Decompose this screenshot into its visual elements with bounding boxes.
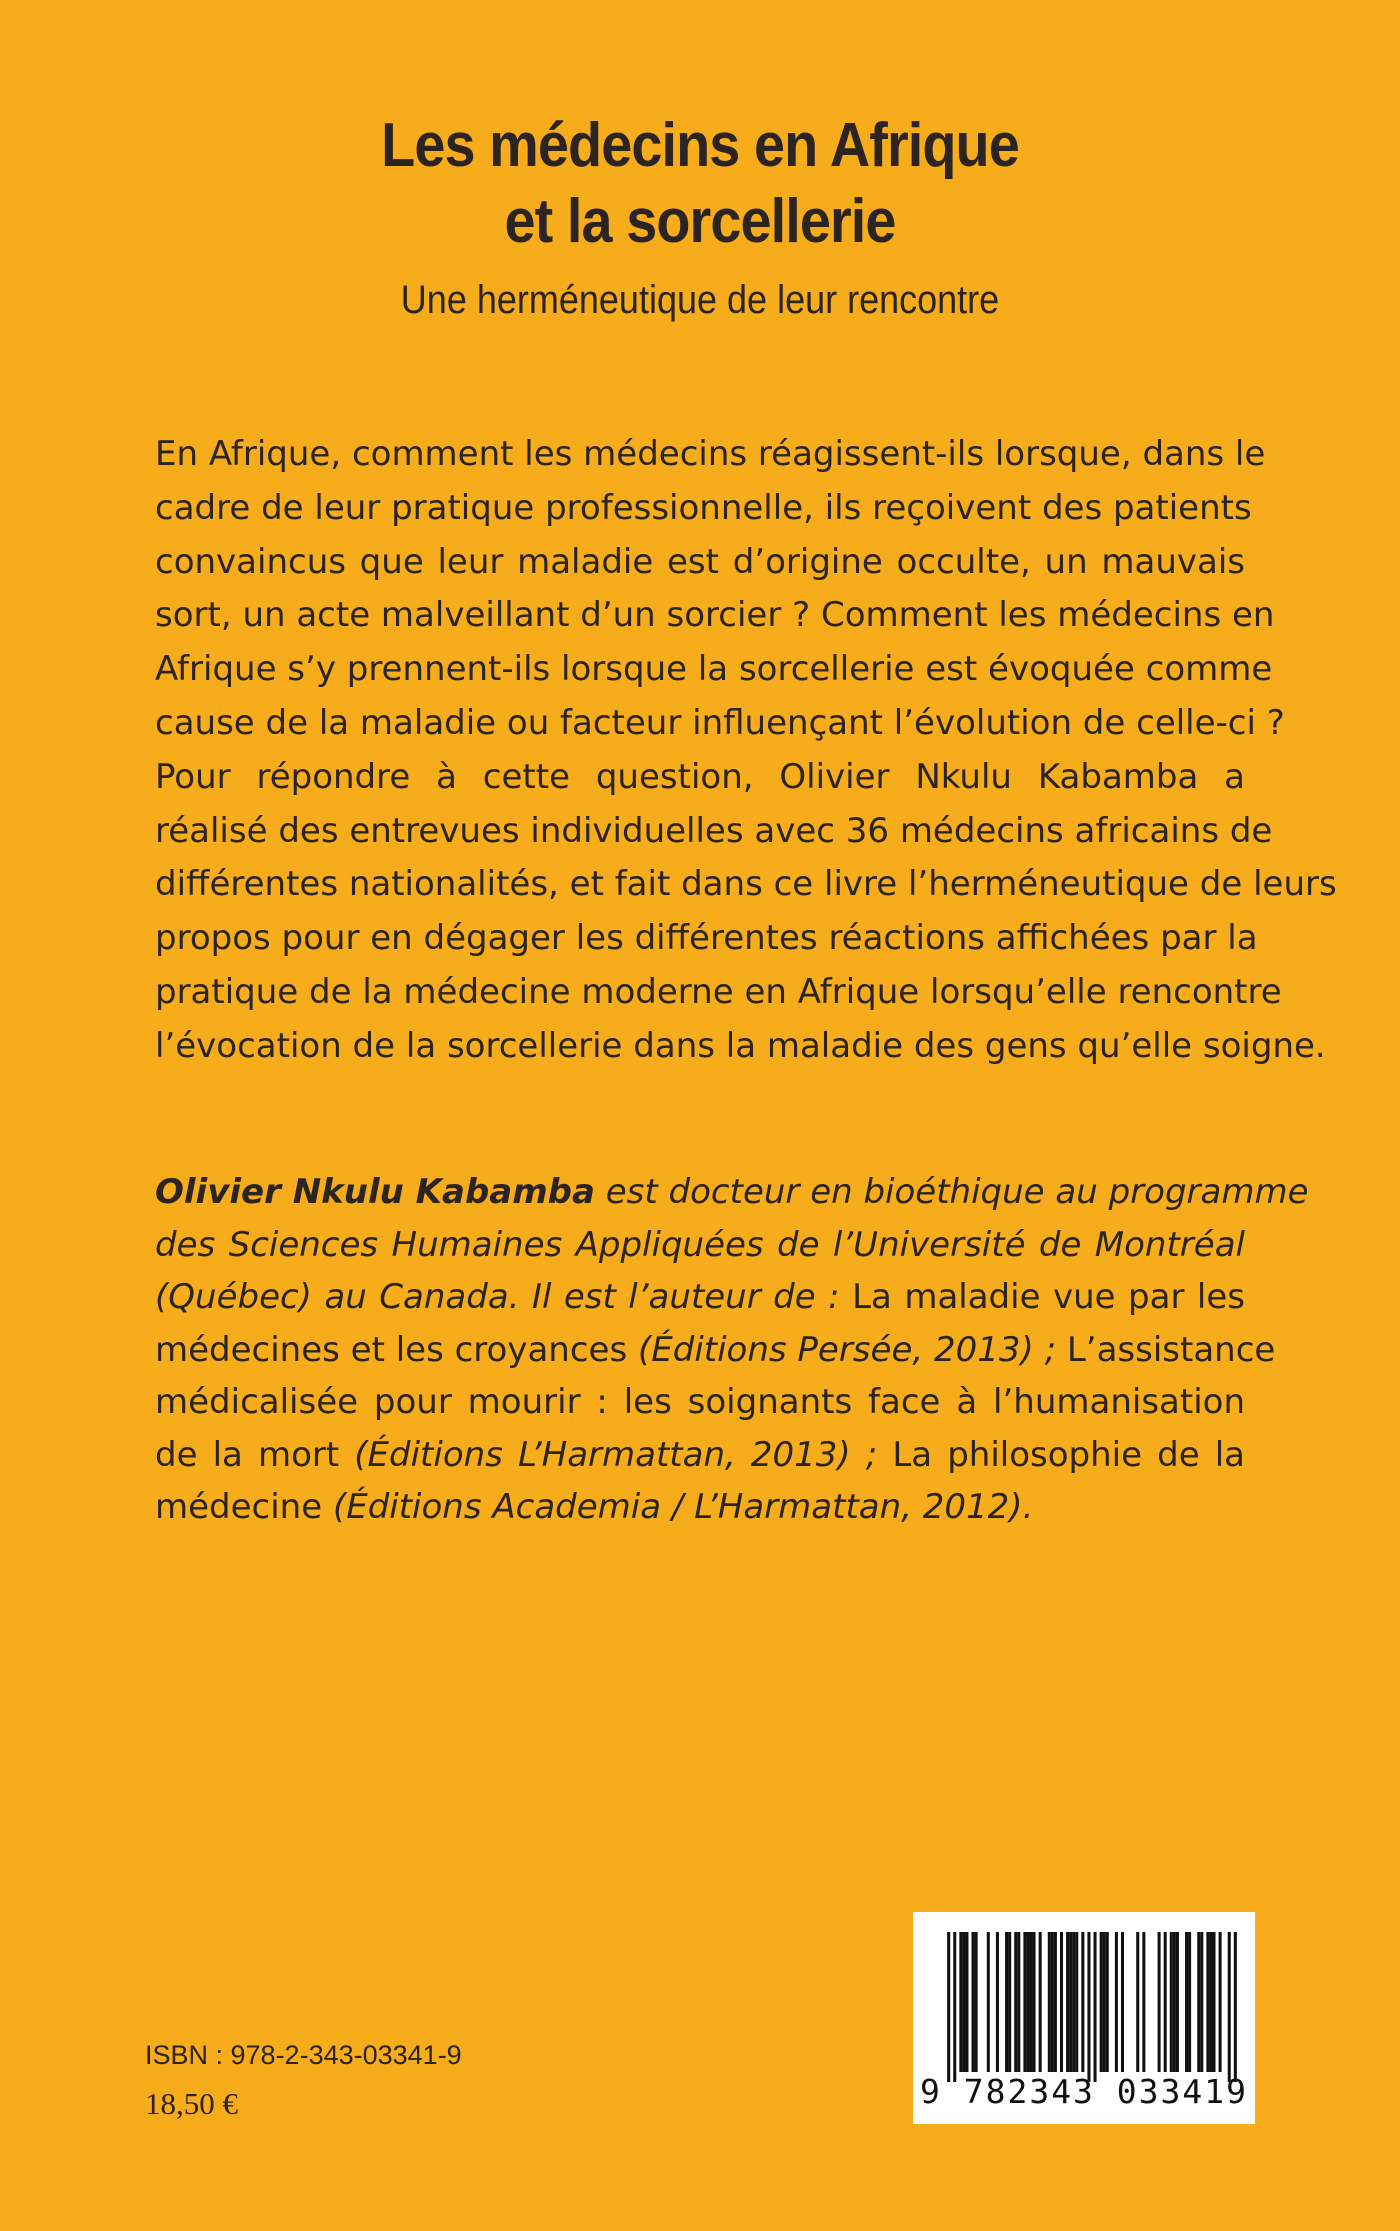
barcode-bar [1014,1932,1017,2072]
bio-line-2: des Sciences Humaines Appliquées de l’Université de Montréal [155,1224,1245,1265]
book-subtitle: Une herméneutique de leur rencontre [400,278,1000,322]
barcode-bar [1228,1932,1231,2082]
book-reference: médecine [155,1487,333,1527]
barcode-bar [1234,1932,1237,2082]
barcode-bar [1069,1932,1072,2072]
book-reference: La philosophie de la [877,1434,1245,1475]
price-label: 18,50 € [145,2086,238,2121]
barcode-bar [1197,1932,1200,2072]
publisher-reference: (Éditions Academia / L’Harmattan, 2012). [332,1487,1034,1527]
author-name: Olivier Nkulu Kabamba [155,1172,595,1212]
summary-line: Afrique s’y prennent-ils lorsque la sorcellerie est évoquée comme [155,649,1273,690]
summary-line: convaincus que leur maladie est d’origine occulte, un mauvais [155,541,1245,582]
barcode-bar [959,1932,962,2072]
barcode-bar [1173,1932,1176,2072]
barcode-bar [1106,1932,1109,2072]
summary-line: pratique de la médecine moderne en Afrique lorsqu’elle rencontre [155,971,1282,1012]
barcode-bar [1029,1932,1032,2072]
barcode-bar [1023,1932,1026,2072]
barcode-bar [1039,1932,1042,2072]
summary-line: l’évocation de la sorcellerie dans la maladie des gens qu’elle soigne. [155,1025,1326,1066]
barcode-bar [972,1932,975,2072]
barcode-bar [1100,1932,1103,2072]
summary-line: propos pour en dégager les différentes réactions affichées par la [155,918,1258,959]
barcode-bar [1176,1932,1179,2072]
summary-line: Pour répondre à cette question, Olivier Nkulu Kabamba a [155,756,1245,797]
isbn-label: ISBN : 978-2-343-03341-9 [145,2040,462,2070]
bio-line-4 [155,1324,1276,1377]
barcode-bar [1075,1932,1078,2072]
barcode-bar [996,1932,999,2072]
barcode-bar [1048,1932,1051,2072]
book-title-line-1: Les médecins en Afrique [381,111,1019,180]
book-reference: La maladie vue par les [852,1277,1245,1317]
barcode-bar [1206,1932,1209,2072]
barcode-bar [1087,1932,1090,2082]
book-reference: médecines et les croyances [155,1329,638,1370]
barcode-digits: 9 782343 033419 [919,2072,1248,2111]
barcode-bar [1033,1932,1036,2072]
barcode-bar [953,1932,956,2082]
bio-line-5: médicalisée pour mourir : les soignants face à l’humanisation [155,1382,1245,1422]
barcode-bar [1094,1932,1097,2082]
barcode-bar [1170,1932,1173,2072]
barcode-bar [1072,1932,1075,2072]
book-reference: L’assistance [1056,1329,1276,1370]
book-title-line-2: et la sorcellerie [504,187,896,256]
summary-line: réalisé des entrevues individuelles avec 36 médecins africains de [155,810,1273,851]
bio-line-7 [155,1481,1245,1534]
barcode-bar [987,1932,990,2072]
barcode-bar [1054,1932,1057,2072]
barcode-bar [1209,1932,1212,2072]
book-reference: de la mort [155,1434,355,1475]
summary-line: En Afrique, comment les médecins réagissent-ils lorsque, dans le [155,434,1266,474]
summary-line: cadre de leur pratique professionnelle, ils reçoivent des patients [155,487,1252,528]
summary-line: différentes nationalités, et fait dans ce livre l’herméneutique de leurs [155,864,1337,905]
author-bio [155,1166,1309,1534]
barcode-bar [1017,1932,1020,2072]
barcode-bar [1212,1932,1215,2072]
bio-text: est docteur en bioéthique au programme [594,1172,1309,1212]
publisher-reference: (Éditions L’Harmattan, 2013) ; [354,1434,878,1475]
barcode-bar [1115,1932,1118,2072]
barcode-bar [1060,1932,1063,2072]
summary-line: sort, un acte malveillant d’un sorcier ? Comment les médecins en [155,595,1275,636]
barcode-bar [1008,1932,1011,2072]
barcode-bar [1188,1932,1191,2072]
bio-line-1 [155,1166,1309,1219]
barcode-bar [1219,1932,1222,2072]
barcode-bar [947,1932,950,2082]
barcode-bar [1136,1932,1139,2072]
publisher-reference: (Éditions Persée, 2013) ; [637,1329,1057,1370]
barcode-bar [1051,1932,1054,2072]
barcode-bar [1081,1932,1084,2072]
barcode-bar [962,1932,965,2072]
title-block [0,108,1400,326]
barcode-bar [1185,1932,1188,2072]
barcode-bar [1164,1932,1167,2072]
barcode-bar [1200,1932,1203,2072]
barcode [913,1912,1255,2124]
barcode-bar [1121,1932,1124,2072]
barcode-bar [1158,1932,1161,2072]
bio-line-6 [155,1429,1245,1482]
barcode-bar [1103,1932,1106,2072]
summary-paragraph [155,428,1337,1074]
barcode-bar [1142,1932,1145,2072]
barcode-bar [1066,1932,1069,2072]
summary-line: cause de la maladie ou facteur influençant l’évolution de celle-ci ? [155,702,1285,743]
barcode-bar [1005,1932,1008,2072]
barcode-bar [965,1932,968,2072]
barcode-bar [1026,1932,1029,2072]
barcode-bar [975,1932,978,2072]
bio-text: (Québec) au Canada. Il est l’auteur de : [155,1277,853,1317]
bio-line-3 [155,1271,1245,1324]
